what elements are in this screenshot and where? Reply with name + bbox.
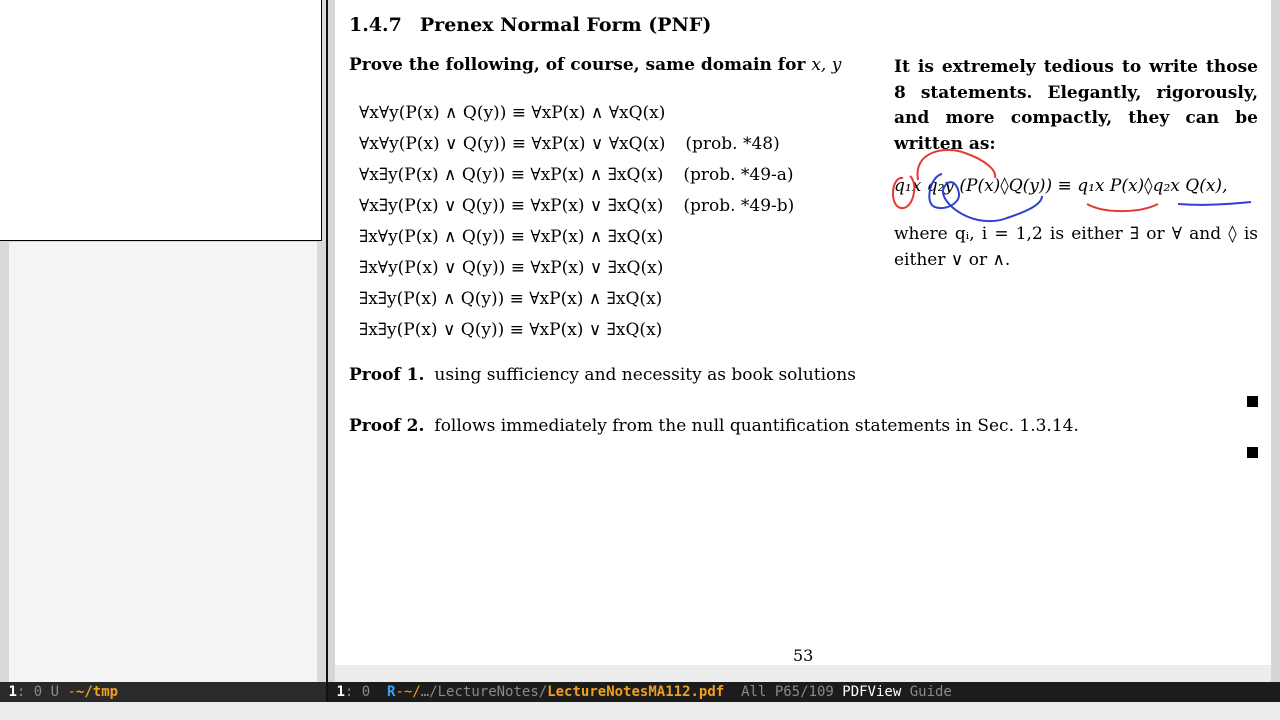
prove-vars: x, y [811, 55, 842, 75]
pdf-page[interactable] [335, 0, 1271, 665]
proof-1 [349, 365, 856, 385]
equation-text: ∀x∃y(P(x) ∨ Q(y)) ≡ ∀xP(x) ∨ ∃xQ(x) [359, 196, 664, 216]
left-modeline[interactable] [0, 682, 326, 702]
modeline-separator: : [16, 684, 34, 700]
right-modeline[interactable] [328, 682, 1280, 702]
red-arc-annotation [918, 150, 996, 180]
path-middle: …/LectureNotes/ [420, 684, 548, 700]
modeline-dash: - [67, 684, 76, 700]
buffer-flags: U [42, 684, 68, 700]
equation-text: ∀x∀y(P(x) ∨ Q(y)) ≡ ∀xP(x) ∨ ∀xQ(x) [359, 134, 666, 154]
minibuffer[interactable] [0, 702, 1280, 720]
left-window-empty-area [9, 242, 317, 682]
qed-square-icon [1247, 447, 1258, 458]
minor-mode[interactable]: Guide [909, 684, 952, 700]
buffer-file-name[interactable]: LectureNotesMA112.pdf [547, 684, 725, 700]
qed-square-icon [1247, 396, 1258, 407]
proof-1-text: using sufficiency and necessity as book solutions [434, 365, 856, 385]
handwritten-annotations [335, 0, 1271, 240]
major-mode[interactable]: PDFView [842, 684, 902, 700]
equation-text: ∃x∃y(P(x) ∧ Q(y)) ≡ ∀xP(x) ∧ ∃xQ(x) [359, 289, 663, 309]
quantifier-explanation: where qᵢ, i = 1,2 is either ∃ or ∀ and ◊ is either ∨ or ∧. [894, 224, 1258, 270]
section-number: 1.4.7 [349, 14, 402, 36]
page-number: 53 [793, 646, 814, 665]
red-circle-annotation [893, 176, 914, 208]
equation-text: ∃x∀y(P(x) ∨ Q(y)) ≡ ∀xP(x) ∨ ∃xQ(x) [359, 258, 664, 278]
compact-formula: q₁x q₂y (P(x)◊Q(y)) ≡ q₁x P(x)◊q₂x Q(x), [894, 176, 1228, 196]
buffer-directory[interactable]: ~/tmp [75, 684, 119, 700]
blue-loop-annotation [929, 174, 1042, 221]
equation-text: ∃x∀y(P(x) ∧ Q(y)) ≡ ∀xP(x) ∧ ∃xQ(x) [359, 227, 664, 247]
buffer-position: All [741, 684, 767, 700]
pdf-page-bottom-margin [335, 665, 1271, 682]
equation-row [359, 256, 794, 287]
proof-1-label: Proof 1. [349, 365, 425, 385]
window-number: 1 [336, 684, 345, 700]
equation-note: (prob. *48) [685, 134, 780, 154]
red-underline-annotation [1087, 204, 1158, 211]
line-number: 0 [361, 684, 371, 700]
equation-row [359, 287, 794, 318]
proof-2-text: follows immediately from the null quantification statements in Sec. 1.3.14. [434, 416, 1079, 436]
pdf-right-gutter [1271, 0, 1280, 682]
line-number: 0 [33, 684, 43, 700]
equation-note: (prob. *49-a) [683, 165, 794, 185]
equation-note: (prob. *49-b) [683, 196, 795, 216]
path-home: ~/ [403, 684, 421, 700]
modeline-dash: - [395, 684, 404, 700]
compact-form-intro: It is extremely tedious to write those 8 statements. Elegantly, rigorously, and more compactly, they can be written as: [894, 57, 1258, 154]
prove-text: Prove the following, of course, same domain for [349, 55, 806, 75]
read-only-state: R [387, 684, 396, 700]
proof-2-label: Proof 2. [349, 416, 425, 436]
equation-text: ∀x∀y(P(x) ∧ Q(y)) ≡ ∀xP(x) ∧ ∀xQ(x) [359, 103, 666, 123]
left-window-top-area[interactable] [0, 0, 322, 241]
pdf-left-gutter [328, 0, 335, 682]
equation-text: ∃x∃y(P(x) ∨ Q(y)) ≡ ∀xP(x) ∨ ∃xQ(x) [359, 320, 663, 340]
proof-2 [349, 416, 1079, 436]
equation-row [359, 318, 794, 349]
left-window[interactable] [0, 0, 326, 682]
window-number: 1 [8, 684, 17, 700]
section-title: Prenex Normal Form (PNF) [419, 14, 712, 36]
pdf-page-indicator: P65/109 [774, 684, 834, 700]
equation-text: ∀x∃y(P(x) ∧ Q(y)) ≡ ∀xP(x) ∧ ∃xQ(x) [359, 165, 664, 185]
modeline-separator: : [344, 684, 362, 700]
blue-underline-annotation [1178, 202, 1251, 205]
